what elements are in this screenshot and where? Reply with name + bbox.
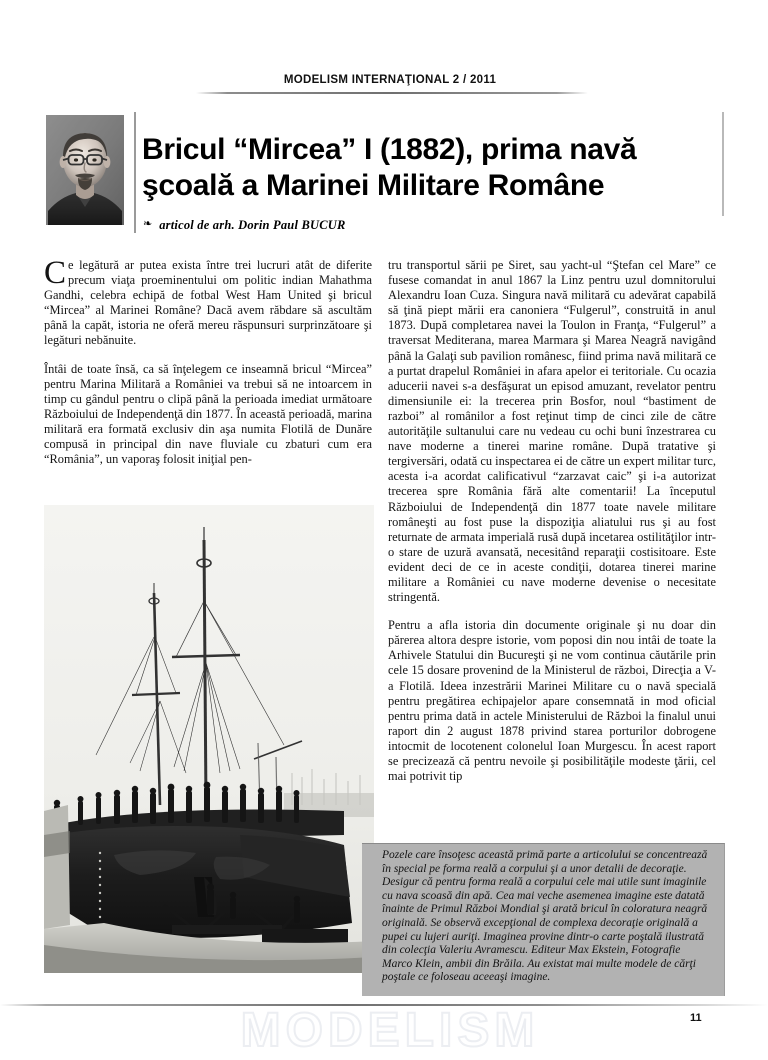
drop-cap: C <box>44 255 67 291</box>
paragraph-text: e legătură ar putea exista între trei lucruri atât de diferite precum viaţa proeminentului om politic indian Mahathma Gandhi, celebra echipă de fotbal West Ham United şi bricul “Mircea” al Marinei Române? Dacă avem răbdare să ascultăm până la capăt, istoria ne oferă mereu răspunsuri surprinzătoare şi legături nebănuite. <box>44 258 372 348</box>
paragraph <box>388 618 716 784</box>
paragraph <box>44 362 372 468</box>
author-portrait-photo <box>46 115 124 225</box>
paragraph <box>44 255 372 349</box>
byline-rule <box>134 218 136 233</box>
headline-rule-left <box>134 112 136 232</box>
ship-photo <box>44 505 374 973</box>
running-head: MODELISM INTERNAŢIONAL 2 / 2011 <box>283 74 497 86</box>
byline <box>134 218 346 233</box>
page-title: Bricul “Mircea” I (1882), prima navă şcoală a Marinei Militare Române <box>142 133 637 203</box>
running-head-rule <box>196 92 588 94</box>
paragraph-text: Pentru a afla istoria din documente originale şi nu doar din părerea altora despre istorie, vom poposi din nou intâi de toate la Arhivele Statului din Bucureşti şi ne vom continua căutările prin cele 15 dosare provenind de la Ministerul de război, Direcţia a V-a Flotilă. Ideea inzestrării Marinei Militare cu o navă specială pentru pregătirea echipajelor apare consemnată in mod oficial pentru prima dată in actele Ministerului de Război la finalul unui raport din 2 august 1878 privind starea porturilor dobrogene intocmit de locotenent colonelul Ioan Murgescu. În acest raport se precizează că pentru nevoile şi posibilităţile modeste ţării, cel mai potrivit tip <box>388 618 716 784</box>
photo-caption-box <box>362 843 725 996</box>
article-column-left <box>44 255 372 467</box>
paragraph-text: tru transportul sării pe Siret, sau yacht-ul “Ştefan cel Mare” ce fusese comandat in anul 1867 la Linz pentru uzul domnitorului Alexandru Ioan Cuza. Singura navă militară cu adevărat capabilă să ţină piept mării era canoniera “Fulgerul”, construită in anul 1873. După completarea navei la Toulon in Franţa, “Fulgerul” a traversat Mediterana, marea Marmara şi Marea Neagră navigând până la Galaţi sub pavilion românesc, fiind prima navă militară ce a purtat drapelul României in afara apelor ei teritoriale. Cu ocazia aducerii navei s-a desfăşurat un episod amuzant, revelator pentru dimensiunile ei: la trecerea prin Bosfor, noul “bastiment de razboi” al românilor a fost reţinut timp de cinci zile de către autorităţile sultanului care nu vedeau cu ochi buni înzestrarea cu nave moderne a tinerei marine române. După tratative şi tergiversări, odată cu inspectarea ei de către un expert militar turc, acesta i-a acordat calificativul “zarzavat caic” şi i-a autorizat trecerea spre România fără alte comentarii! La începutul Războiului de Independenţă din 1877 toate navele militare româneşti au fost puse la dispoziţia aliatului rus şi au fost returnate de armata imperială rusă după incetarea ostilităţilor intr-o stare de uzură avansată, necesitând reparaţii costisitoare. Este evident deci de ce in aceste condiţii, dotarea tinerei marine militare a României cu nave moderne devenise o necesitate stringentă. <box>388 258 716 605</box>
photo-caption-text: Pozele care însoţesc această primă parte a articolului se concentrează în special pe forma reală a corpului şi a unor detalii de decoraţie. Desigur că pentru forma reală a corpului cele mai utile sunt imaginile cu nava scoasă din apă. Cea mai veche asemenea imagine este datată înainte de Primul Război Mondial şi arată bricul în coloratura neagră originală. Se observă excepţional de complexa decoraţie originală a pupei cu lujeri auriţi. Imaginea provine dintr-o carte poştală ilustrată din colecţia Valeriu Avramescu. Editeur Max Ekstein, Fotografie Marco Klein, ambii din Brăila. Au existat mai multe modele de cărţi poştale ce foloseau aceeaşi imagine. <box>382 849 708 984</box>
page-number: 11 <box>690 1012 702 1024</box>
article-column-right <box>388 258 716 784</box>
headline-rule-right <box>722 112 724 216</box>
watermark: MODELISM <box>240 1005 540 1057</box>
paragraph <box>388 258 716 605</box>
byline-text: articol de arh. Dorin Paul BUCUR <box>159 218 346 232</box>
leaf-ornament-icon: ❧ <box>143 218 153 230</box>
paragraph-text: Întâi de toate însă, ca să înţelegem ce inseamnă bricul “Mircea” pentru Marina Militară a României va trebui să ne intoarcem in timp cu gândul pentru o clipă până la perioada imediat următoare Războiului de Independenţă din 1877. În această perioadă, marina militară era formată exclusiv din aşa numita Flotilă de Dunăre compusă in principal din nave fluviale cu zbaturi cum era “România”, un vaporaş folosit iniţial pen- <box>44 361 372 467</box>
